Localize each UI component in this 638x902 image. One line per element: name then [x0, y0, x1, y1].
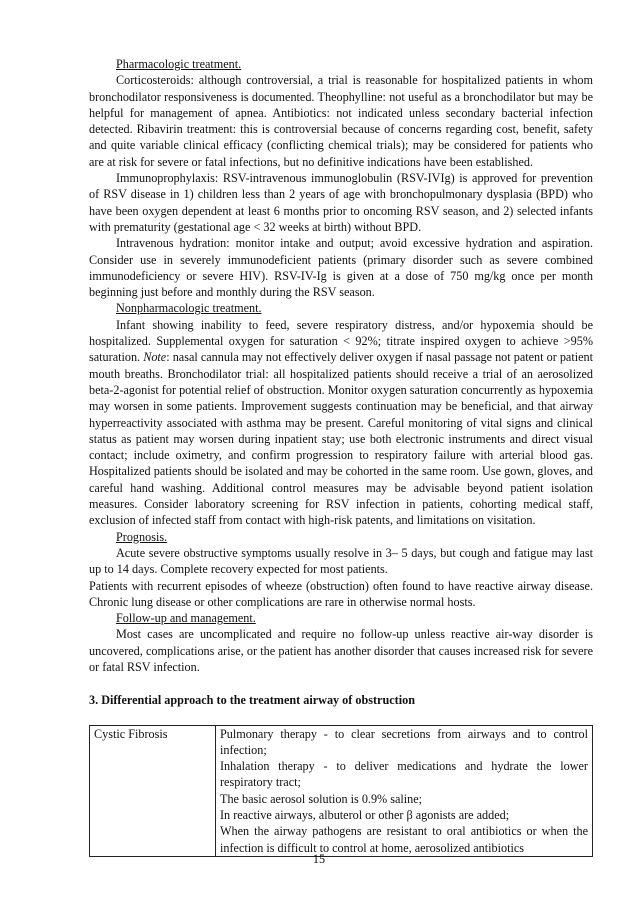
text-before-note: Infant showing inability to feed, severe respiratory distress, and/or hypoxemia should be hospitalized. Supplemental oxygen for saturation < 92%; titrate inspired oxygen to achieve >95% saturation.: [89, 317, 593, 365]
treatment-line: When the airway pathogens are resistant to oral antibiotics or when the infection is difficult to control at home, aerosolized antibiotics: [220, 824, 588, 855]
paragraph-follow-up: Most cases are uncomplicated and require no follow-up unless reactive air-way disorder is uncovered, complications arise, or the patient has another disorder that causes increased risk for severe or fatal RSV infection.: [89, 627, 593, 674]
paragraph-prognosis-2: Patients with recurrent episodes of wheeze (obstruction) often found to have reactive airway disease. Chronic lung disease or other complications are rare in otherwise normal hosts.: [89, 578, 593, 609]
heading-nonpharmacologic: Nonpharmacologic treatment.: [116, 301, 262, 316]
heading-pharmacologic: Pharmacologic treatment.: [116, 57, 242, 71]
page-number: 15: [312, 852, 326, 866]
heading-follow-up: Follow-up and management.: [116, 611, 256, 626]
heading-prognosis: Prognosis.: [116, 529, 168, 544]
treatment-line: The basic aerosol solution is 0.9% saline;: [220, 791, 423, 806]
note-label: Note: [143, 350, 167, 365]
treatment-line: In reactive airways, albuterol or other β agonists are added;: [220, 808, 510, 823]
treatment-table: [89, 725, 593, 857]
paragraph-immunoprophylaxis: Immunoprophylaxis: RSV-intravenous immunoglobulin (RSV-IVIg) is approved for prevention of RSV disease in 1) children less than 2 years of age with bronchopulmonary dysplasia (BPD) who have been oxygen dependent at least 6 months prior to oncoming RSV season, and 2) selected infants with prematurity (gestational age < 32 weeks at birth) without BPD.: [89, 171, 593, 234]
treatment-line: Inhalation therapy - to deliver medications and hydrate the lower respiratory tract;: [220, 759, 588, 790]
text-after-note: : nasal cannula may not effectively deliver oxygen if nasal passage not patent or patient mouth breaths. Bronchodilator trial: all hospitalized patients should receive a trial of an aerosolized beta-2-agonist for potential relief of obstruction. Monitor oxygen saturation concurrently as hypoxemia may worsen in some patients. Improvement suggests continuation may be beneficial, and that airway hyperreactivity associated with asthma may be present. Careful monitoring of vital signs and clinical status as patient may worsen during inpatient stay; use both electronic instruments and direct visual contact; include oximetry, and confirm progression to respiratory failure with arterial blood gas. Hospitalized patients should be isolated and may be cohorted in the same room. Use gown, gloves, and careful hand washing. Additional control measures may be advisable beyond patient isolation measures. Consider laboratory screening for RSV infection in patients, cohorting medical staff, exclusion of infected staff from contact with high-risk patents, and limitations on visitation.: [89, 350, 594, 528]
paragraph-hydration: Intravenous hydration: monitor intake and output; avoid excessive hydration and aspiration. Consider use in severely immunodeficient patients (primary disorder such as severe combined immunodeficiency or severe HIV). RSV-IV-Ig is given at a dose of 750 mg/kg once per month beginning just before and monthly during the RSV season.: [89, 236, 593, 300]
section-title-differential: 3. Differential approach to the treatment airway of obstruction: [89, 693, 415, 708]
paragraph-nonpharmacologic: [89, 317, 593, 529]
paragraph-prognosis-1: Acute severe obstructive symptoms usually resolve in 3– 5 days, but cough and fatigue may last up to 14 days. Complete recovery expected for most patients.: [89, 545, 593, 577]
table-cell-condition: Cystic Fibrosis: [90, 725, 216, 856]
treatment-line: Pulmonary therapy - to clear secretions from airways and to control infection;: [220, 726, 588, 757]
document-page: [89, 56, 593, 857]
table-row: [90, 725, 593, 856]
paragraph-corticosteroids: Corticosteroids: although controversial, a trial is reasonable for hospitalized patients in whom bronchodilator responsiveness is documented. Theophylline: not useful as a bronchodilator but may be helpful for management of apnea. Antibiotics: not indicated unless secondary bacterial infection detected. Ribavirin treatment: this is controversial because of concerns regarding cost, benefit, safety and quite variable clinical efficacy (conflicting chemical trials); may be considered for patients who are at risk for severe or fatal infections, but no definitive indications have been established.: [89, 73, 593, 169]
table-cell-treatment: [216, 725, 593, 856]
